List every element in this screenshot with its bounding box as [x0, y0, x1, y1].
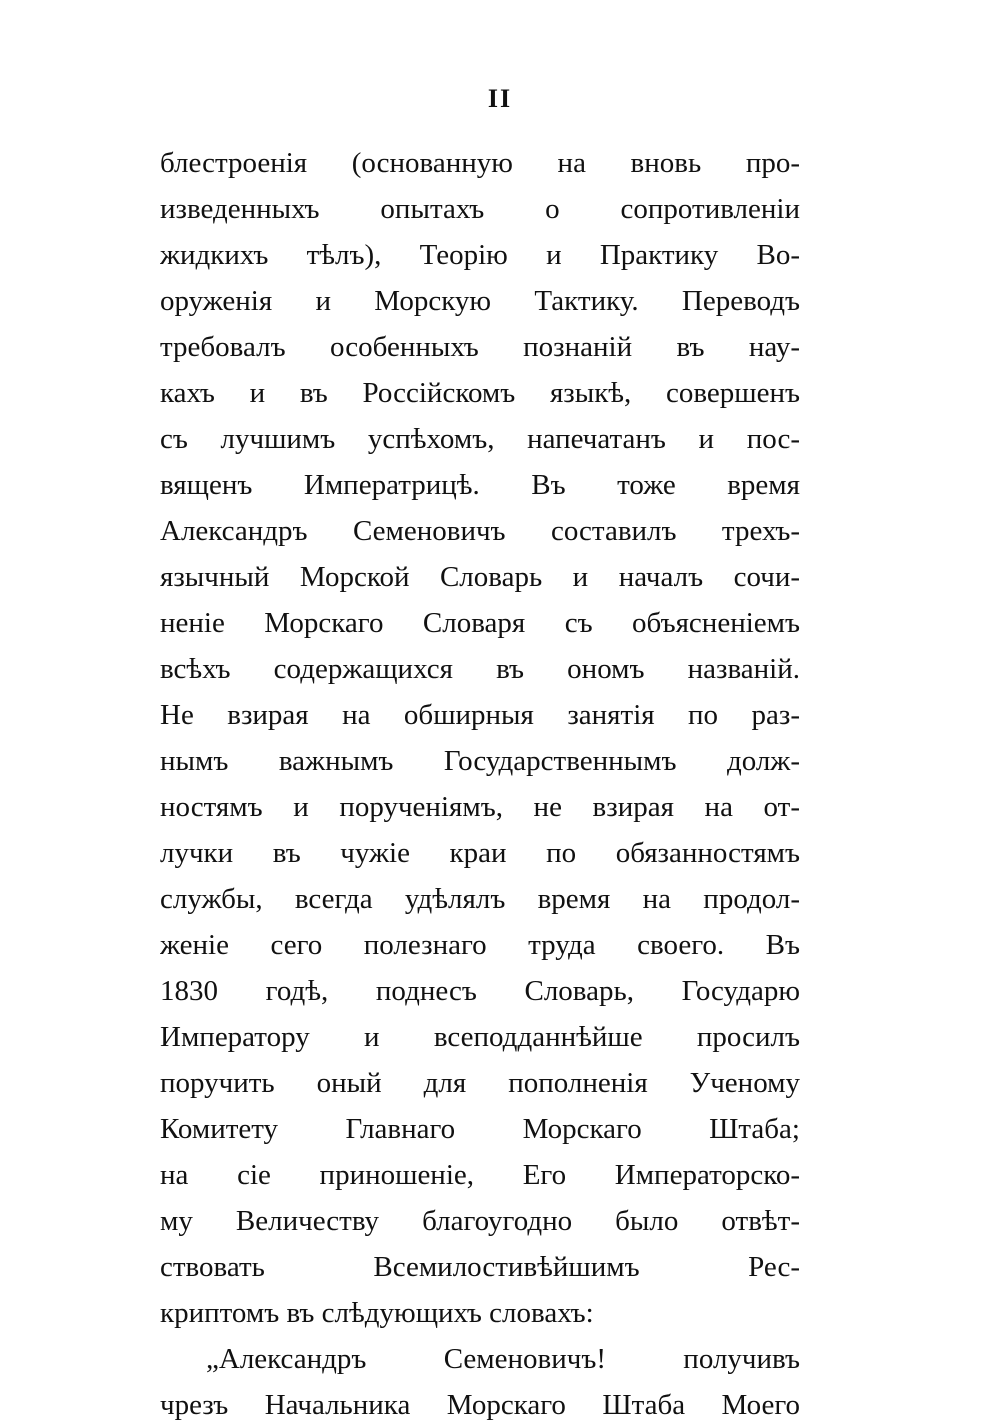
text-line: требовалъ особенныхъ познаній въ нау- — [160, 331, 800, 363]
text-line: Не взирая на обширныя занятія по раз- — [160, 699, 800, 731]
text-line: изведенныхъ опытахъ о сопротивленіи — [160, 193, 800, 225]
text-line: вященъ Императрицѣ. Въ тоже время — [160, 469, 800, 501]
text-line: ствовать Всемилостивѣйшимъ Рес- — [160, 1251, 800, 1283]
text-line: ностямъ и порученіямъ, не взирая на от- — [160, 791, 800, 823]
text-line: Александръ Семеновичъ составилъ трехъ- — [160, 515, 800, 547]
text-line: поручить оный для пополненія Ученому — [160, 1067, 800, 1099]
text-line: Императору и всеподданнѣйше просилъ — [160, 1021, 800, 1053]
text-line: криптомъ въ слѣдующихъ словахъ: — [160, 1297, 594, 1329]
text-line: язычный Морской Словарь и началъ сочи- — [160, 561, 800, 593]
text-line: „Александръ Семеновичъ! получивъ — [206, 1343, 800, 1375]
text-line: на сіе приношеніе, Его Императорско- — [160, 1159, 800, 1191]
page-number: II — [487, 84, 513, 113]
text-line: оруженія и Морскую Тактику. Переводъ — [160, 285, 800, 317]
text-line: съ лучшимъ успѣхомъ, напечатанъ и пос- — [160, 423, 800, 455]
text-line: всѣхъ содержащихся въ ономъ названій. — [160, 653, 800, 685]
text-line: женіе сего полезнаго труда своего. Въ — [160, 929, 800, 961]
text-line: чрезъ Начальника Морскаго Штаба Моего — [160, 1389, 800, 1421]
text-line: Комитету Главнаго Морскаго Штаба; — [160, 1113, 800, 1145]
body-text — [160, 140, 800, 1428]
text-line: блестроенія (основанную на вновь про- — [160, 147, 800, 179]
text-line: службы, всегда удѣлялъ время на продол- — [160, 883, 800, 915]
text-line: жидкихъ тѣлъ), Теорію и Практику Во- — [160, 239, 800, 271]
text-line: 1830 годѣ, поднесъ Словарь, Государю — [160, 975, 800, 1007]
text-line: кахъ и въ Россійскомъ языкѣ, совершенъ — [160, 377, 800, 409]
text-line: нымъ важнымъ Государственнымъ долж- — [160, 745, 800, 777]
text-line: му Величеству благоугодно было отвѣт- — [160, 1205, 800, 1237]
text-line: лучки въ чужіе краи по обязанностямъ — [160, 837, 800, 869]
text-line: неніе Морскаго Словаря съ объясненіемъ — [160, 607, 800, 639]
